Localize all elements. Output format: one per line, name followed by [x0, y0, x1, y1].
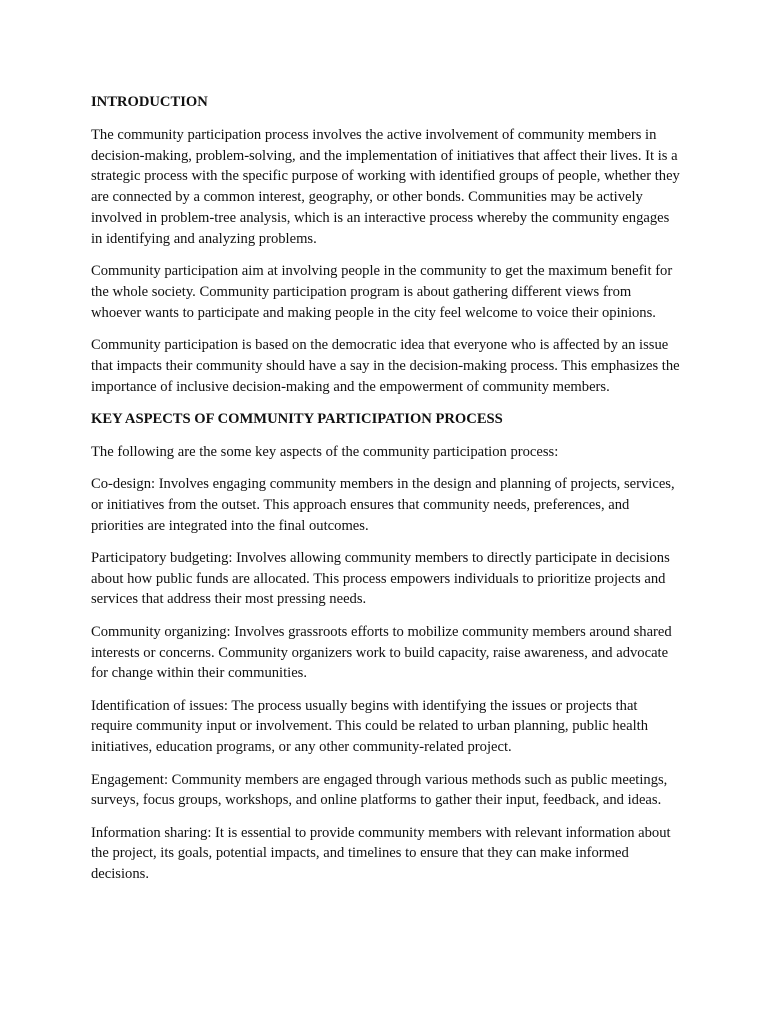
section-key-aspects	[91, 409, 682, 885]
paragraph: Community participation aim at involving people in the community to get the maximum benefit for the whole society. Community participation program is about gathering different views from whoever wants to participate and making people in the city feel welcome to voice their opinions.	[91, 263, 673, 321]
paragraph-participatory-budgeting: Participatory budgeting: Involves allowing community members to directly participate in decisions about how public funds are allocated. This process empowers individuals to prioritize projects and services that address their most pressing needs.	[91, 549, 670, 608]
paragraph-engagement: Engagement: Community members are engaged through various methods such as public meetings, surveys, focus groups, workshops, and online platforms to gather their input, feedback, and ideas.	[91, 771, 668, 809]
section-introduction	[91, 92, 682, 397]
paragraph-information-sharing: Information sharing: It is essential to provide community members with relevant information about the project, its goals, potential impacts, and timelines to ensure that they can make informed decisions.	[91, 824, 671, 883]
paragraph: Community participation is based on the democratic idea that everyone who is affected by an issue that impacts their community should have a say in the decision-making process. This emphasizes the importance of inclusive decision-making and the empowerment of community members.	[91, 336, 680, 395]
paragraph: The community participation process involves the active involvement of community members in decision-making, problem-solving, and the implementation of initiatives that affect their lives. It is a strategic process with the specific purpose of working with identified groups of people, whether they are connected by a common interest, geography, or other bonds. Communities may be actively involved in problem-tree analysis, which is an interactive process whereby the community engages in identifying and analyzing problems.	[91, 126, 680, 247]
paragraph: The following are the some key aspects of the community participation process:	[91, 443, 559, 460]
paragraph-identification-of-issues: Identification of issues: The process usually begins with identifying the issues or projects that require community input or involvement. This could be related to urban planning, public health initiatives, education programs, or any other community-related project.	[91, 697, 648, 756]
paragraph-co-design: Co-design: Involves engaging community members in the design and planning of projects, services, or initiatives from the outset. This approach ensures that community needs, preferences, and priorities are integrated into the final outcomes.	[91, 475, 675, 534]
paragraph-community-organizing: Community organizing: Involves grassroots efforts to mobilize community members around shared interests or concerns. Community organizers work to build capacity, raise awareness, and advocate for change within their communities.	[91, 623, 672, 682]
section-heading: KEY ASPECTS OF COMMUNITY PARTICIPATION PROCESS	[91, 410, 503, 427]
section-heading: INTRODUCTION	[91, 94, 208, 110]
